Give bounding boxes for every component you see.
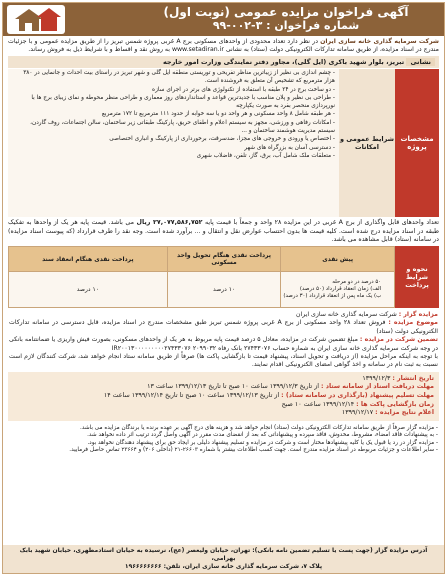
open-envelopes-label: زمان بازگشایی پاکت ها : <box>356 400 434 408</box>
company-logo <box>7 5 65 34</box>
submit-bid-value: از تاریخ ۱۳۹۹/۱۲/۱۳ ساعت ۱۰ صبح تا تاریخ ۱۳۹۹/۱۲/۱۴ ساعت ۱۴ <box>103 392 280 400</box>
receive-docs-value: از تاریخ ۱۳۹۹/۱۲/۳ ساعت ۱۰ صبح تا تاریخ ۱۳۹۹/۱۲/۱۳ ساعت ۱۳ <box>147 383 319 391</box>
feature-item: - دو ساخت برج در ۲۴ طبقه با استفاده از تکنولوژی های برتر در اجرای سازه <box>152 86 335 93</box>
intro-company: شرکت سرمایه گذاری خانه سازی ایران <box>320 38 440 45</box>
note-item: - سایر اطلاعات و جزئیات مربوطه در اسناد مزایده مندرج است. جهت کسب اطلاعات بیشتر با شماره ۲۶۶۰۳-۲۱ (داخلی ۲۰۶) و ۲۳۶۶۴ تماس حاصل فرمایید. <box>69 447 438 454</box>
price-paragraph <box>3 217 444 246</box>
submit-bid-label: مهلت تسلیم پیشنهاد (بارگذاری در سامانه ستاد) : <box>281 392 434 400</box>
payment-header-cash: پرداخت نقدی هنگام انعقاد سند <box>9 247 167 271</box>
intro-paragraph <box>3 36 444 54</box>
address-value: تبریز، بلوار شهید باکری (ایل گلی)، مجاور دفتر نمایندگی وزارت امور خارجه <box>162 58 405 67</box>
auction-notice <box>2 2 445 574</box>
auctioneer-label: مزایده گزار : <box>398 311 438 319</box>
project-features <box>8 69 439 217</box>
auction-info <box>3 308 444 370</box>
notes-block <box>3 423 444 457</box>
feature-item: - امکانات رفاهی و ورزشی، مجهز به سیستم اعلام و اطفای حریق، پارکینگ طبقاتی زیر ساختمان، سالن اجتماعات، روف گاردن، سیستم مدیریت هوشمند ساختمان و ... <box>30 119 335 134</box>
feature-item: - متعلقات ملک شامل آب، برق، گاز، تلفن، فاضلاب شهری <box>196 153 335 160</box>
feature-item: - دسترسی آسان به بزرگراه های شهر <box>244 144 335 151</box>
footer-line-2: پلاک ۷، شرکت سرمایه گذاری خانه سازی ایران، تلفن: ۱۹۶۶۶۶۶۶۶۶ <box>124 563 323 570</box>
subject-row <box>9 319 438 336</box>
publish-date-value: ۱۳۹۹/۱۲/۳ <box>362 374 391 382</box>
footer-line-1: آدرس مزایده گزار (جهت پست یا تسلیم تضمین نامه بانکی): تهران، خیابان ولیعصر (عج)، نرسیده به خیابان استادمطهری، خیابان شهید بابک بهرامی، <box>19 547 428 562</box>
deposit-row <box>9 336 438 353</box>
results-value: ۱۳۹۹/۱۲/۱۷ <box>341 409 374 417</box>
auctioneer-row <box>9 311 438 319</box>
sheba-number: IR۲۰۰۱۳۰۰۰۰۰۰۰۰۰۲۷۴۳۳۰۷۶ ۲۰۹۹۰۳۲ <box>111 344 217 352</box>
features-side-label: مشخصات پروژه <box>395 69 439 217</box>
registration-note: با توجه به اینکه مراحل مزایده (از دریافت و تحویل اسناد، پیشنهاد قیمت تا بازگشایی پاکت ها) صرفاً از طریق سامانه ستاد انجام خواهد شد، شرکت کنندگان لازم است نسبت به ثبت نام در سامانه و اخذ گواهی امضای الکترونیکی اقدام نمایند. <box>9 353 438 369</box>
payment-method-line: الف) زمان انعقاد قرارداد (۵۰ درصد) <box>299 286 382 293</box>
notice-number: شماره فراخوان : ۳-۰۰۲-۹۹ <box>212 19 360 32</box>
note-item: - مزایده گزار در رد یا قبول یک یا کلیه پیشنهادها مختار است و شرکت در مزایده و تسلیم پیشنهاد دلیلی بر ایجاد حق برای پیشنهاد دهندگان نخواهد بود. <box>87 439 438 446</box>
publish-date-row <box>13 375 434 384</box>
subject-value: فروش تعداد ۲۸ واحد مسکونی از برج A غربی پروژه شمس تبریز طبق مشخصات مندرج در اسناد مزایده، قابل دسترسی در سامانه تدارکات الکترونیکی دولت (ستاد) <box>9 319 438 335</box>
subject-label: موضوع مزایده : <box>388 319 439 327</box>
notice-header <box>3 3 444 36</box>
notice-title-block <box>136 5 436 33</box>
price-amount: ۲۷,۰۷۷,۵۸۶,۷۵۲ ریال <box>136 219 203 227</box>
deposit-label: تضمین شرکت در مزایده : <box>359 336 438 344</box>
note-item: - مزایده گزار صرفاً از طریق سامانه تدارکات الکترونیکی دولت (ستاد) انجام خواهد شد و هزینه های درج آگهی بر عهده برنده یا برندگان مزایده می باشد. <box>80 424 438 431</box>
payment-cash-pct: ۱۰ درصد <box>9 272 167 307</box>
payment-header-method: پیش نقدی <box>281 247 394 271</box>
results-row <box>13 409 434 418</box>
payment-delivery-pct: ۱۰ درصد <box>168 272 281 307</box>
payment-header-delivery: پرداخت نقدی هنگام تحویل واحد مسکونی <box>168 247 281 271</box>
feature-item: - هر طبقه شامل ۸ واحد مسکونی و هر واحد دو یا سه خوابه از حدود ۱۱۱ مترمربع تا ۱۷۲ مترمربع <box>101 111 335 118</box>
payment-side-label: نحوه و شرایط پرداخت <box>395 246 439 308</box>
feature-item: - طراحی بی نظیر و پلان مناسب با جدیدترین قواعد و استانداردهای روز معماری و طراحی منظر محوطه و نمای زیبای برج ها با نورپردازی منحصر بفرد به صورت یکپارچه <box>31 95 335 109</box>
features-list <box>8 69 339 217</box>
receive-docs-row <box>13 383 434 392</box>
results-label: اعلام نتایج مزایده : <box>375 409 434 417</box>
notice-title: آگهی فراخوان مزایده عمومی (نوبت اول) <box>163 5 409 19</box>
payment-table <box>8 246 439 308</box>
footer-address <box>3 545 444 573</box>
receive-docs-label: مهلت دریافت اسناد از سامانه ستاد : <box>321 383 434 391</box>
feature-item: - اختصاص یا ورودی و خروجی های مجزا، ضدسرقت، برخورداری از پارکینگ و انباری اختصاصی <box>109 136 335 143</box>
payment-method-line: ب) یک ماه پس از انعقاد قرارداد (۳۰ درصد) <box>283 293 382 300</box>
features-mid-label: شرایط عمومی و امکانات <box>339 69 395 217</box>
address-label: نشانی <box>406 58 435 66</box>
payment-method-line: ۵۰ درصد در دو مرحله <box>332 279 382 286</box>
open-envelopes-value: ۱۳۹۹/۱۲/۱۴ ساعت ۱۰ صبح <box>281 400 355 408</box>
submit-bid-row <box>13 392 434 401</box>
payment-method-cell <box>281 272 394 307</box>
note-item: - به پیشنهادات فاقد امضاء، مشروط، مخدوش، فاقد سپرده و پیشنهاداتی که بعد از انقضای مدت مقرر در آگهی واصل گردد ترتیب اثر داده نخواهد شد. <box>87 432 438 439</box>
payment-grid <box>8 246 395 308</box>
publish-date-label: تاریخ انتشار : <box>392 374 434 382</box>
feature-item: - چشم اندازی بی نظیر از زیباترین مناظر تفریحی و توریستی منطقه ایل گلی و شهر تبریز در راستای بیت احداث و جانمایی در ۳۸۰ هزار مترمربع که تشخیص آن متعلق به فروشنده است. <box>23 70 335 84</box>
intro-text: در نظر دارد تعداد محدودی از واحدهای مسکونی برج A غربی پروژه شمس تبریز را از طریق مزایده عمومی و با جزئیات مندرج در اسناد مزایده، از طریق سامانه تدارکات الکترونیکی دولت (ستاد) به نشانی www.setadiran.ir به روش نقد و اقساط و با شرایط ذیل به فروش رساند. <box>8 38 439 54</box>
dates-box <box>8 372 439 421</box>
deposit-value: مبلغ تضمین شرکت در مزایده، معادل ۵ درصد قیمت پایه مربوط به هر یک از واحدهای مسکونی، بصورت فیش واریزی یا ضمانتنامه بانکی در وجه شرکت سرمایه گذاری خانه سازی ایران به شماره حساب ۲۷۴۳۳۰۷۶ بانک رفاه <box>9 336 438 352</box>
auctioneer-value: شرکت سرمایه گذاری خانه سازی ایران <box>295 311 397 319</box>
price-text: تعداد واحدهای قابل واگذاری از برج A غربی در این مزایده ۲۸ واحد و جمعاً با قیمت پایه <box>204 219 439 227</box>
open-envelopes-row <box>13 401 434 410</box>
price-text-2: می باشد. قیمت پایه هر یک از واحدها به تفکیک طبقه در اسناد مزایده درج شده است. کلیه قیمت ها بدون احتساب عوارض نقل و انتقال و ... برآورد شده است. وجه نقد را طرف قرارداد (که پیوست اسناد مزایده) در سامانه (ستاد) قابل مشاهده می باشد. <box>8 219 439 243</box>
address-row <box>8 56 439 68</box>
